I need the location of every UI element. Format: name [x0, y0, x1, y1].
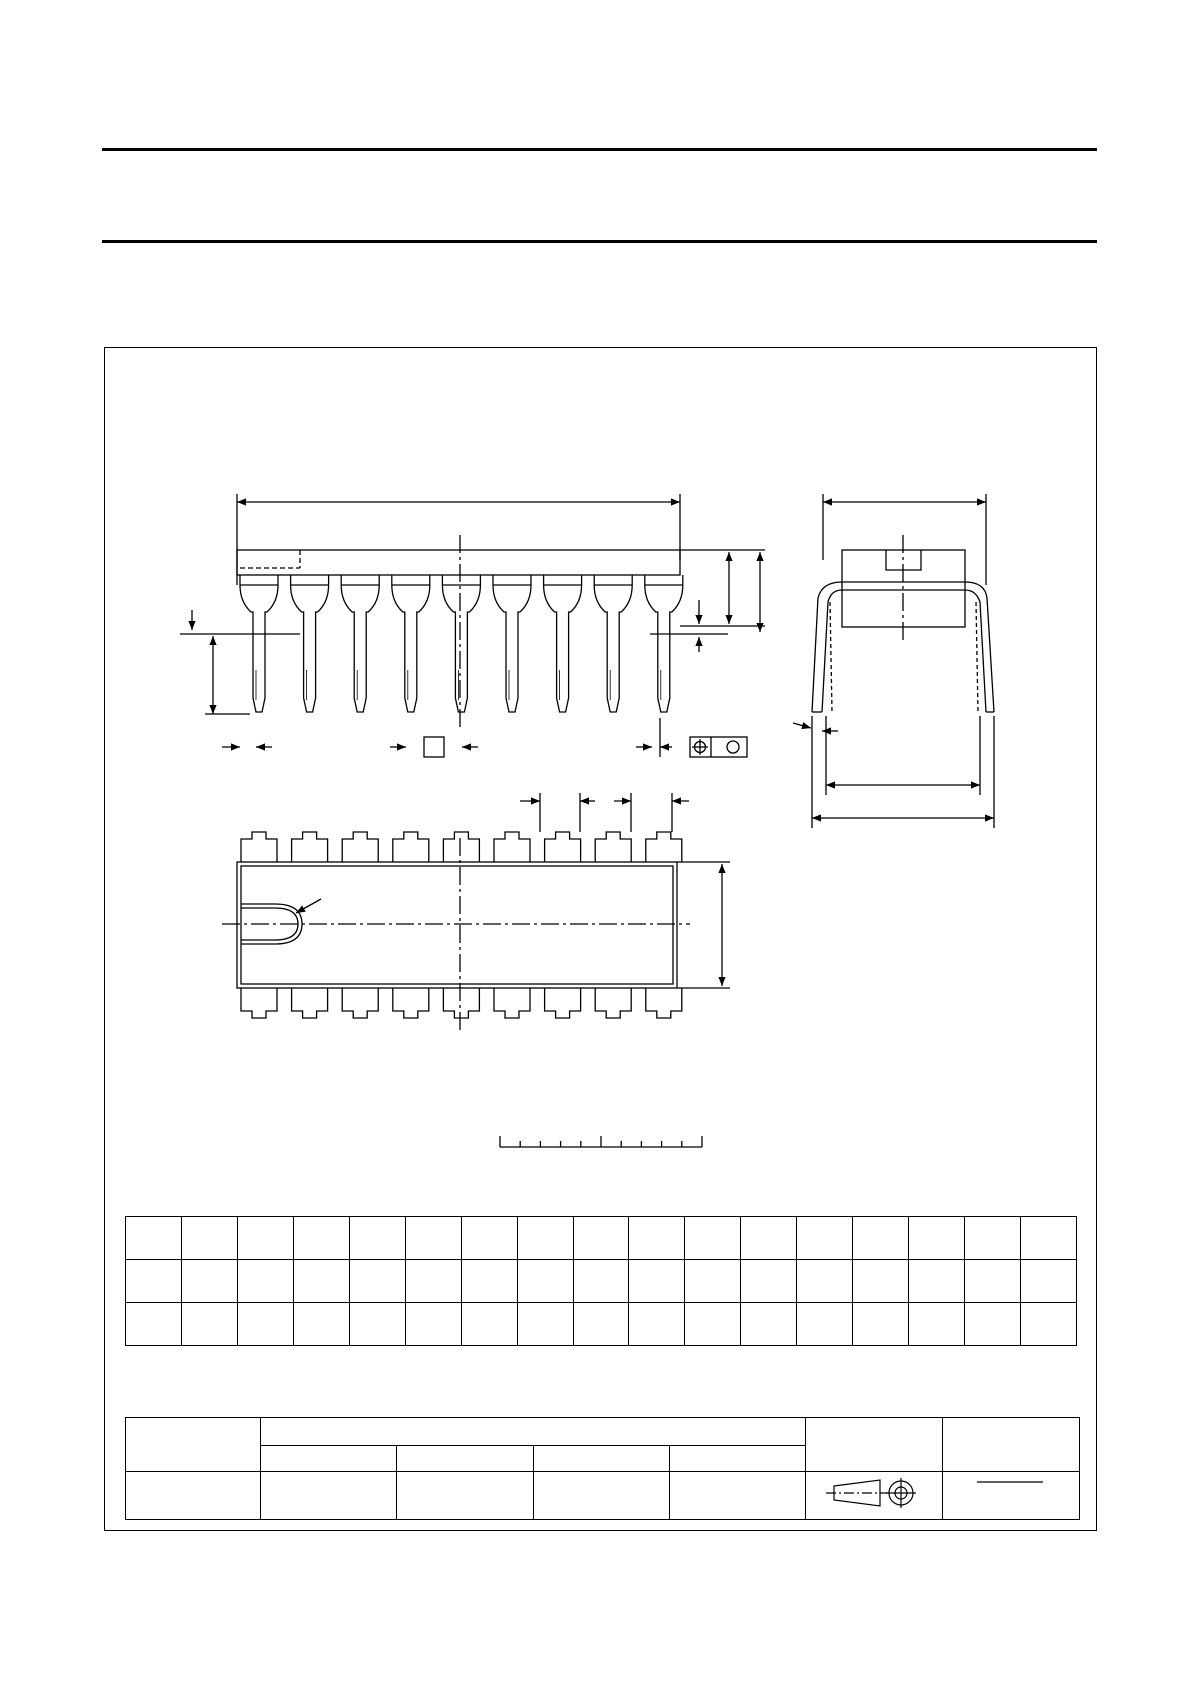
dimension-cell [517, 1217, 573, 1260]
dimension-cell [629, 1303, 685, 1346]
dimension-cell [461, 1260, 517, 1303]
lead-bottom-row [241, 988, 277, 1018]
dimension-cell [797, 1303, 853, 1346]
outline-version-header-cell [126, 1418, 261, 1472]
dimension-cell [965, 1303, 1021, 1346]
dimension-cell [461, 1217, 517, 1260]
dimension-cell [853, 1217, 909, 1260]
dimension-cell [1021, 1303, 1077, 1346]
references-header-cell [261, 1418, 806, 1446]
dimension-row [126, 1260, 1077, 1303]
dimension-cell [517, 1260, 573, 1303]
dimension-cell [126, 1303, 182, 1346]
dimension-cell [293, 1260, 349, 1303]
lead-bottom-row [292, 988, 328, 1018]
dimension-cell [909, 1303, 965, 1346]
dimension-cell [629, 1260, 685, 1303]
dimension-cell [685, 1303, 741, 1346]
dimension-cell [909, 1260, 965, 1303]
lead-bottom-row [595, 988, 631, 1018]
dimension-cell [181, 1303, 237, 1346]
issue-date-header-cell [943, 1418, 1080, 1472]
dimension-cell [237, 1260, 293, 1303]
dimension-cell [573, 1260, 629, 1303]
dimension-cell [349, 1217, 405, 1260]
lead-bottom-row [646, 988, 682, 1018]
dimension-cell [1021, 1260, 1077, 1303]
dimension-cell [126, 1260, 182, 1303]
dimension-cell [741, 1303, 797, 1346]
lead-top-row [241, 832, 277, 862]
lead-front [645, 575, 683, 712]
lead-top-row [646, 832, 682, 862]
dimension-cell [181, 1260, 237, 1303]
lead-front [442, 575, 480, 712]
package-body-side [237, 550, 680, 575]
dimension-cell [685, 1217, 741, 1260]
dimension-cell [293, 1217, 349, 1260]
dimension-cell [181, 1217, 237, 1260]
issue-date-cell [943, 1472, 1080, 1520]
dimension-cell [965, 1217, 1021, 1260]
lead-top-row [494, 832, 530, 862]
outline-version-table [125, 1417, 1080, 1520]
first-angle-projection-icon [806, 1472, 942, 1514]
basic-dimension-box [424, 737, 444, 757]
lead-bottom-row [443, 988, 479, 1018]
dimension-cell [965, 1260, 1021, 1303]
lead-bottom-row [545, 988, 581, 1018]
top-view [222, 793, 730, 1030]
projection-symbol-cell [806, 1472, 943, 1520]
lead-front [291, 575, 329, 712]
dimension-row [126, 1303, 1077, 1346]
front-view [180, 494, 765, 757]
dimension-cell [1021, 1217, 1077, 1260]
lead-top-row [342, 832, 378, 862]
end-view [793, 494, 994, 828]
dimension-cell [237, 1217, 293, 1260]
scale-bar [500, 1136, 702, 1147]
dimension-cell [405, 1303, 461, 1346]
lead-front [493, 575, 531, 712]
dimension-cell [349, 1260, 405, 1303]
dimension-cell [573, 1217, 629, 1260]
lead-front [341, 575, 379, 712]
lead-front [240, 575, 278, 712]
dimension-cell [517, 1303, 573, 1346]
dimension-cell [909, 1217, 965, 1260]
dimension-cell [573, 1303, 629, 1346]
dimension-row [126, 1217, 1077, 1260]
dimension-cell [629, 1217, 685, 1260]
dimension-cell [853, 1260, 909, 1303]
lead-front [594, 575, 632, 712]
dimension-table [125, 1216, 1077, 1346]
lead-front [392, 575, 430, 712]
lead-top-row [545, 832, 581, 862]
position-tolerance-frame [690, 737, 747, 757]
iec-value-cell [261, 1472, 397, 1520]
dimension-cell [797, 1217, 853, 1260]
dimension-cell [349, 1303, 405, 1346]
lead-bottom-row [393, 988, 429, 1018]
extra-value-cell [669, 1472, 805, 1520]
reference-iec-cell [261, 1446, 397, 1472]
reference-eiaj-cell [533, 1446, 669, 1472]
eiaj-value-cell [533, 1472, 669, 1520]
dimension-cell [405, 1260, 461, 1303]
dimension-cell [853, 1303, 909, 1346]
lead-bottom-row [342, 988, 378, 1018]
dimension-cell [797, 1260, 853, 1303]
dimension-cell [461, 1303, 517, 1346]
dimension-cell [293, 1303, 349, 1346]
dimension-cell [237, 1303, 293, 1346]
lead-top-row [443, 832, 479, 862]
lead-top-row [595, 832, 631, 862]
lead-bottom-row [494, 988, 530, 1018]
jedec-value-cell [397, 1472, 533, 1520]
dimension-cell [405, 1217, 461, 1260]
lead-front [544, 575, 582, 712]
dimension-cell [741, 1260, 797, 1303]
dimension-cell [126, 1217, 182, 1260]
reference-jedec-cell [397, 1446, 533, 1472]
lead-top-row [292, 832, 328, 862]
outline-version-cell [126, 1472, 261, 1520]
lead-top-row [393, 832, 429, 862]
european-projection-header-cell [806, 1418, 943, 1472]
reference-extra-cell [669, 1446, 805, 1472]
dimension-cell [741, 1217, 797, 1260]
dimension-cell [685, 1260, 741, 1303]
issue-date-rule [943, 1472, 1079, 1514]
